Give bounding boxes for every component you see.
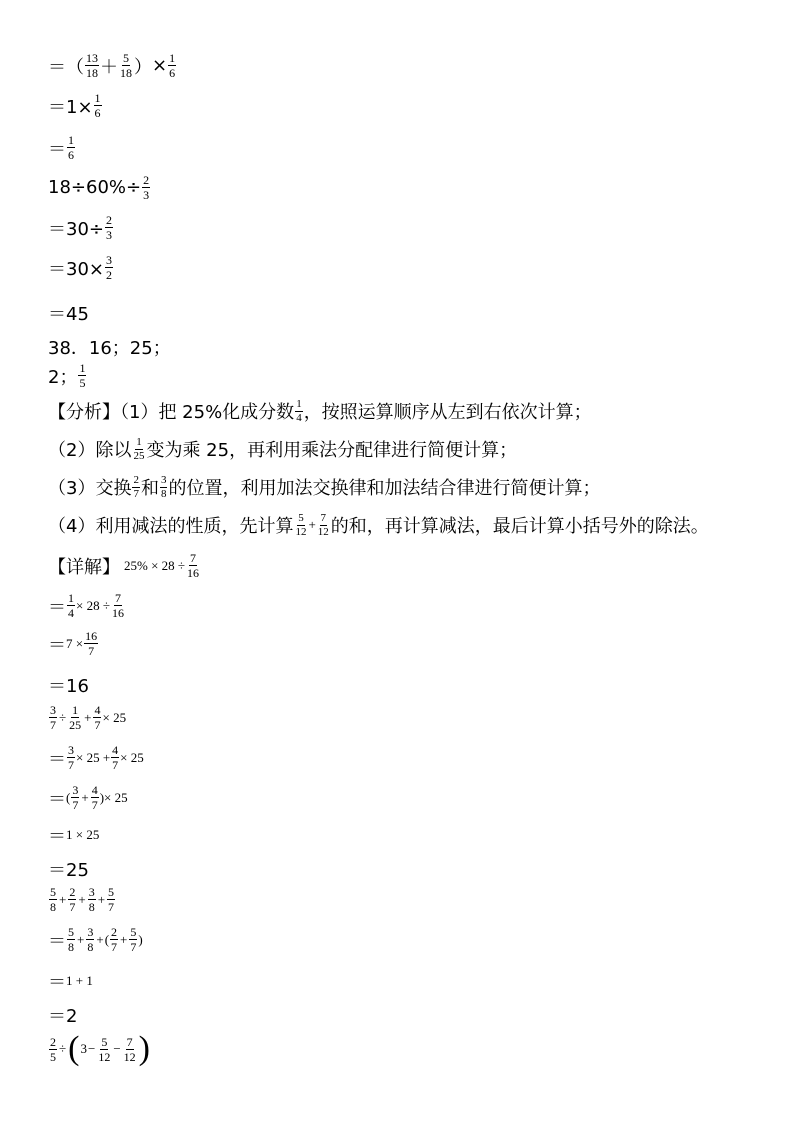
line-9 bbox=[48, 362, 87, 389]
denominator: 5 bbox=[79, 376, 86, 390]
fraction bbox=[88, 886, 96, 913]
equals-sign: ＝ bbox=[48, 930, 66, 952]
fraction bbox=[49, 704, 57, 731]
numerator: 7 bbox=[320, 511, 327, 524]
denominator: 5 bbox=[50, 1049, 56, 1064]
denominator: 12 bbox=[317, 525, 329, 538]
expression-text: ＝30× bbox=[48, 258, 104, 280]
denominator: 12 bbox=[295, 525, 307, 538]
numerator: 5 bbox=[50, 885, 56, 899]
denominator: 7 bbox=[94, 718, 101, 732]
denominator: 7 bbox=[133, 487, 139, 500]
fraction bbox=[111, 592, 125, 619]
line-5 bbox=[48, 214, 114, 241]
plus-sign: + bbox=[308, 517, 316, 532]
fraction bbox=[91, 784, 99, 811]
expression-text: × 28 ÷ bbox=[76, 597, 110, 613]
numerator: 3 bbox=[72, 783, 79, 797]
fraction bbox=[110, 926, 118, 953]
numerator: 3 bbox=[50, 703, 56, 717]
right-paren: ) bbox=[138, 931, 143, 947]
fraction bbox=[93, 704, 101, 731]
equals-sign: ＝ bbox=[48, 596, 66, 618]
denominator: 25 bbox=[133, 449, 145, 462]
fraction bbox=[67, 134, 75, 161]
solution-label: 【详解】 bbox=[48, 556, 120, 578]
expression-text: × 25 bbox=[104, 789, 128, 805]
denominator: 18 bbox=[120, 66, 132, 80]
numerator: 1 bbox=[72, 703, 79, 717]
analysis-text: （4）利用减法的性质，先计算 bbox=[48, 516, 294, 537]
numerator: 1 bbox=[79, 361, 86, 375]
fraction bbox=[49, 886, 57, 913]
denominator: 8 bbox=[50, 900, 56, 914]
expression-text: ＝ bbox=[48, 138, 66, 160]
numerator: 3 bbox=[106, 253, 112, 267]
numerator: 5 bbox=[298, 511, 304, 524]
left-paren: （ bbox=[66, 56, 84, 78]
expression-text: × 25 bbox=[120, 749, 144, 765]
numerator: 4 bbox=[91, 783, 98, 797]
denominator: 4 bbox=[68, 606, 74, 620]
fraction bbox=[129, 926, 137, 953]
numerator: 13 bbox=[86, 51, 98, 65]
numerator: 2 bbox=[133, 473, 139, 486]
analysis-text: 【分析】（1）把 25%化成分数 bbox=[48, 402, 295, 423]
denominator: 8 bbox=[88, 900, 95, 914]
plus-sign: + bbox=[84, 709, 92, 725]
expression-text: ＝30÷ bbox=[48, 218, 104, 240]
line-25 bbox=[48, 968, 93, 994]
minus-sign: − bbox=[113, 1041, 121, 1056]
result-text: ＝2 bbox=[48, 1006, 78, 1027]
denominator: 3 bbox=[143, 188, 150, 202]
analysis-text: ，按照运算顺序从左到右依次计算； bbox=[303, 402, 592, 423]
fraction bbox=[119, 52, 133, 79]
answer-text: 2； bbox=[48, 366, 78, 388]
denominator: 7 bbox=[111, 940, 118, 954]
expression-text: 7 × bbox=[66, 635, 84, 651]
expression-text: 25% × 28 ÷ bbox=[124, 557, 186, 573]
numerator: 2 bbox=[106, 213, 112, 227]
numerator: 2 bbox=[111, 925, 118, 939]
denominator: 4 bbox=[296, 411, 302, 424]
left-paren: ( bbox=[66, 789, 71, 805]
fraction bbox=[85, 52, 99, 79]
fraction bbox=[160, 475, 168, 500]
expression-text: ＝1× bbox=[48, 96, 93, 118]
denominator: 7 bbox=[108, 900, 115, 914]
line-21 bbox=[48, 822, 99, 848]
line-2 bbox=[48, 92, 103, 119]
fraction bbox=[105, 214, 113, 241]
plus-sign: + bbox=[77, 931, 85, 947]
numerator: 1 bbox=[169, 51, 176, 65]
denominator: 7 bbox=[69, 900, 76, 914]
line-8 bbox=[48, 334, 171, 360]
numerator: 4 bbox=[112, 743, 119, 757]
fraction bbox=[84, 630, 98, 657]
denominator: 6 bbox=[94, 106, 101, 120]
numerator: 3 bbox=[68, 743, 74, 757]
numerator: 7 bbox=[190, 551, 197, 565]
line-18 bbox=[48, 704, 126, 731]
fraction bbox=[295, 399, 303, 424]
line-15 bbox=[48, 592, 126, 619]
denominator: 7 bbox=[91, 798, 98, 812]
analysis-text: （2）除以 bbox=[48, 440, 132, 461]
times-sign: × bbox=[152, 55, 168, 76]
numerator: 16 bbox=[85, 629, 98, 643]
fraction bbox=[132, 437, 145, 462]
fraction bbox=[67, 926, 75, 953]
analysis-text: 的位置，利用加法交换律和加法结合律进行简便计算； bbox=[168, 478, 601, 499]
minus-sign: − bbox=[87, 1041, 96, 1056]
right-paren: ） bbox=[134, 56, 152, 78]
right-paren: ) bbox=[138, 1030, 150, 1067]
equals-sign: ＝ bbox=[48, 826, 66, 847]
number: 3 bbox=[80, 1041, 87, 1056]
left-paren: ( bbox=[104, 931, 110, 947]
denominator: 8 bbox=[68, 940, 74, 954]
denominator: 7 bbox=[112, 758, 119, 772]
expression-text: 1 + 1 bbox=[66, 973, 93, 988]
line-3 bbox=[48, 134, 76, 161]
fraction bbox=[49, 1036, 57, 1063]
fraction bbox=[142, 174, 150, 201]
fraction bbox=[107, 886, 115, 913]
fraction bbox=[97, 1036, 111, 1063]
fraction bbox=[94, 92, 102, 119]
analysis-line-2 bbox=[48, 436, 517, 462]
numerator: 7 bbox=[114, 591, 121, 605]
numerator: 1 bbox=[296, 397, 302, 410]
numerator: 3 bbox=[87, 925, 94, 939]
denominator: 12 bbox=[123, 1049, 136, 1064]
denominator: 2 bbox=[106, 268, 112, 282]
fraction bbox=[68, 704, 82, 731]
denominator: 12 bbox=[98, 1049, 111, 1064]
denominator: 7 bbox=[68, 758, 74, 772]
numerator: 4 bbox=[94, 703, 101, 717]
line-19 bbox=[48, 744, 144, 771]
numerator: 5 bbox=[68, 925, 74, 939]
numerator: 7 bbox=[126, 1034, 133, 1049]
analysis-line-3 bbox=[48, 474, 600, 500]
numerator: 5 bbox=[101, 1034, 108, 1049]
numerator: 5 bbox=[123, 51, 129, 65]
denominator: 6 bbox=[68, 148, 74, 162]
fraction bbox=[294, 513, 307, 538]
analysis-text: 和 bbox=[140, 478, 159, 499]
fraction bbox=[186, 552, 200, 579]
plus-sign: + bbox=[59, 891, 67, 907]
denominator: 18 bbox=[86, 66, 98, 80]
denominator: 6 bbox=[169, 66, 176, 80]
line-1 bbox=[48, 52, 177, 79]
denominator: 25 bbox=[69, 718, 82, 732]
plus-sign: ＋ bbox=[100, 56, 118, 78]
denominator: 8 bbox=[160, 487, 167, 500]
plus-sign: + bbox=[81, 789, 89, 805]
right-paren: ) bbox=[99, 789, 105, 805]
fraction bbox=[132, 475, 140, 500]
denominator: 7 bbox=[88, 644, 95, 658]
plus-sign: + bbox=[120, 931, 128, 947]
line-24 bbox=[48, 926, 143, 953]
fraction bbox=[68, 886, 76, 913]
fraction bbox=[78, 362, 86, 389]
line-6 bbox=[48, 254, 114, 281]
fraction bbox=[71, 784, 79, 811]
fraction bbox=[111, 744, 119, 771]
numerator: 5 bbox=[108, 885, 115, 899]
analysis-text: 变为乘 25，再利用乘法分配律进行简便计算； bbox=[146, 440, 518, 461]
equals-sign: ＝ bbox=[48, 972, 66, 993]
equals-sign: ＝ bbox=[48, 788, 66, 810]
numerator: 2 bbox=[69, 885, 76, 899]
numerator: 2 bbox=[143, 173, 150, 187]
plus-sign: + bbox=[96, 931, 104, 947]
line-20 bbox=[48, 784, 128, 811]
numerator: 1 bbox=[136, 435, 142, 448]
fraction bbox=[317, 513, 330, 538]
numerator: 1 bbox=[94, 91, 101, 105]
line-23 bbox=[48, 886, 116, 913]
fraction bbox=[86, 926, 94, 953]
expression-text: 18÷60%÷ bbox=[48, 177, 142, 198]
answer-text: 38．16；25； bbox=[48, 338, 171, 359]
numerator: 1 bbox=[68, 133, 74, 147]
numerator: 3 bbox=[160, 473, 167, 486]
denominator: 7 bbox=[72, 798, 79, 812]
fraction bbox=[105, 254, 113, 281]
result-text: ＝25 bbox=[48, 860, 89, 881]
fraction bbox=[67, 592, 75, 619]
analysis-line-1 bbox=[48, 398, 592, 424]
plus-sign: + bbox=[78, 891, 86, 907]
line-16 bbox=[48, 630, 99, 657]
denominator: 7 bbox=[130, 940, 137, 954]
expression-text: × 25 bbox=[102, 709, 127, 725]
expression-text: × 25 + bbox=[76, 749, 111, 765]
equals-sign: ＝ bbox=[48, 56, 66, 78]
denominator: 7 bbox=[50, 718, 56, 732]
analysis-text: （3）交换 bbox=[48, 478, 132, 499]
fraction bbox=[123, 1036, 137, 1063]
line-7 bbox=[48, 300, 89, 326]
line-17 bbox=[48, 672, 89, 698]
result-text: ＝45 bbox=[48, 304, 89, 325]
solution-header bbox=[48, 552, 201, 579]
result-text: ＝16 bbox=[48, 676, 89, 697]
numerator: 1 bbox=[68, 591, 74, 605]
line-26 bbox=[48, 1002, 77, 1028]
expression-text: 1 × 25 bbox=[66, 827, 100, 842]
equals-sign: ＝ bbox=[48, 634, 66, 656]
divide-sign: ÷ bbox=[59, 709, 67, 725]
numerator: 2 bbox=[50, 1034, 56, 1049]
fraction bbox=[67, 744, 75, 771]
left-paren: ( bbox=[68, 1030, 80, 1067]
denominator: 16 bbox=[111, 606, 124, 620]
denominator: 8 bbox=[87, 940, 94, 954]
denominator: 3 bbox=[106, 228, 112, 242]
line-22 bbox=[48, 856, 89, 882]
divide-sign: ÷ bbox=[59, 1041, 67, 1056]
plus-sign: + bbox=[97, 891, 106, 907]
numerator: 3 bbox=[88, 885, 95, 899]
line-27 bbox=[48, 1032, 151, 1066]
equals-sign: ＝ bbox=[48, 748, 66, 770]
analysis-line-4 bbox=[48, 512, 709, 538]
line-4 bbox=[48, 174, 151, 201]
fraction bbox=[168, 52, 176, 79]
analysis-text: 的和，再计算减法，最后计算小括号外的除法。 bbox=[330, 516, 709, 537]
denominator: 16 bbox=[187, 566, 200, 580]
numerator: 5 bbox=[130, 925, 137, 939]
